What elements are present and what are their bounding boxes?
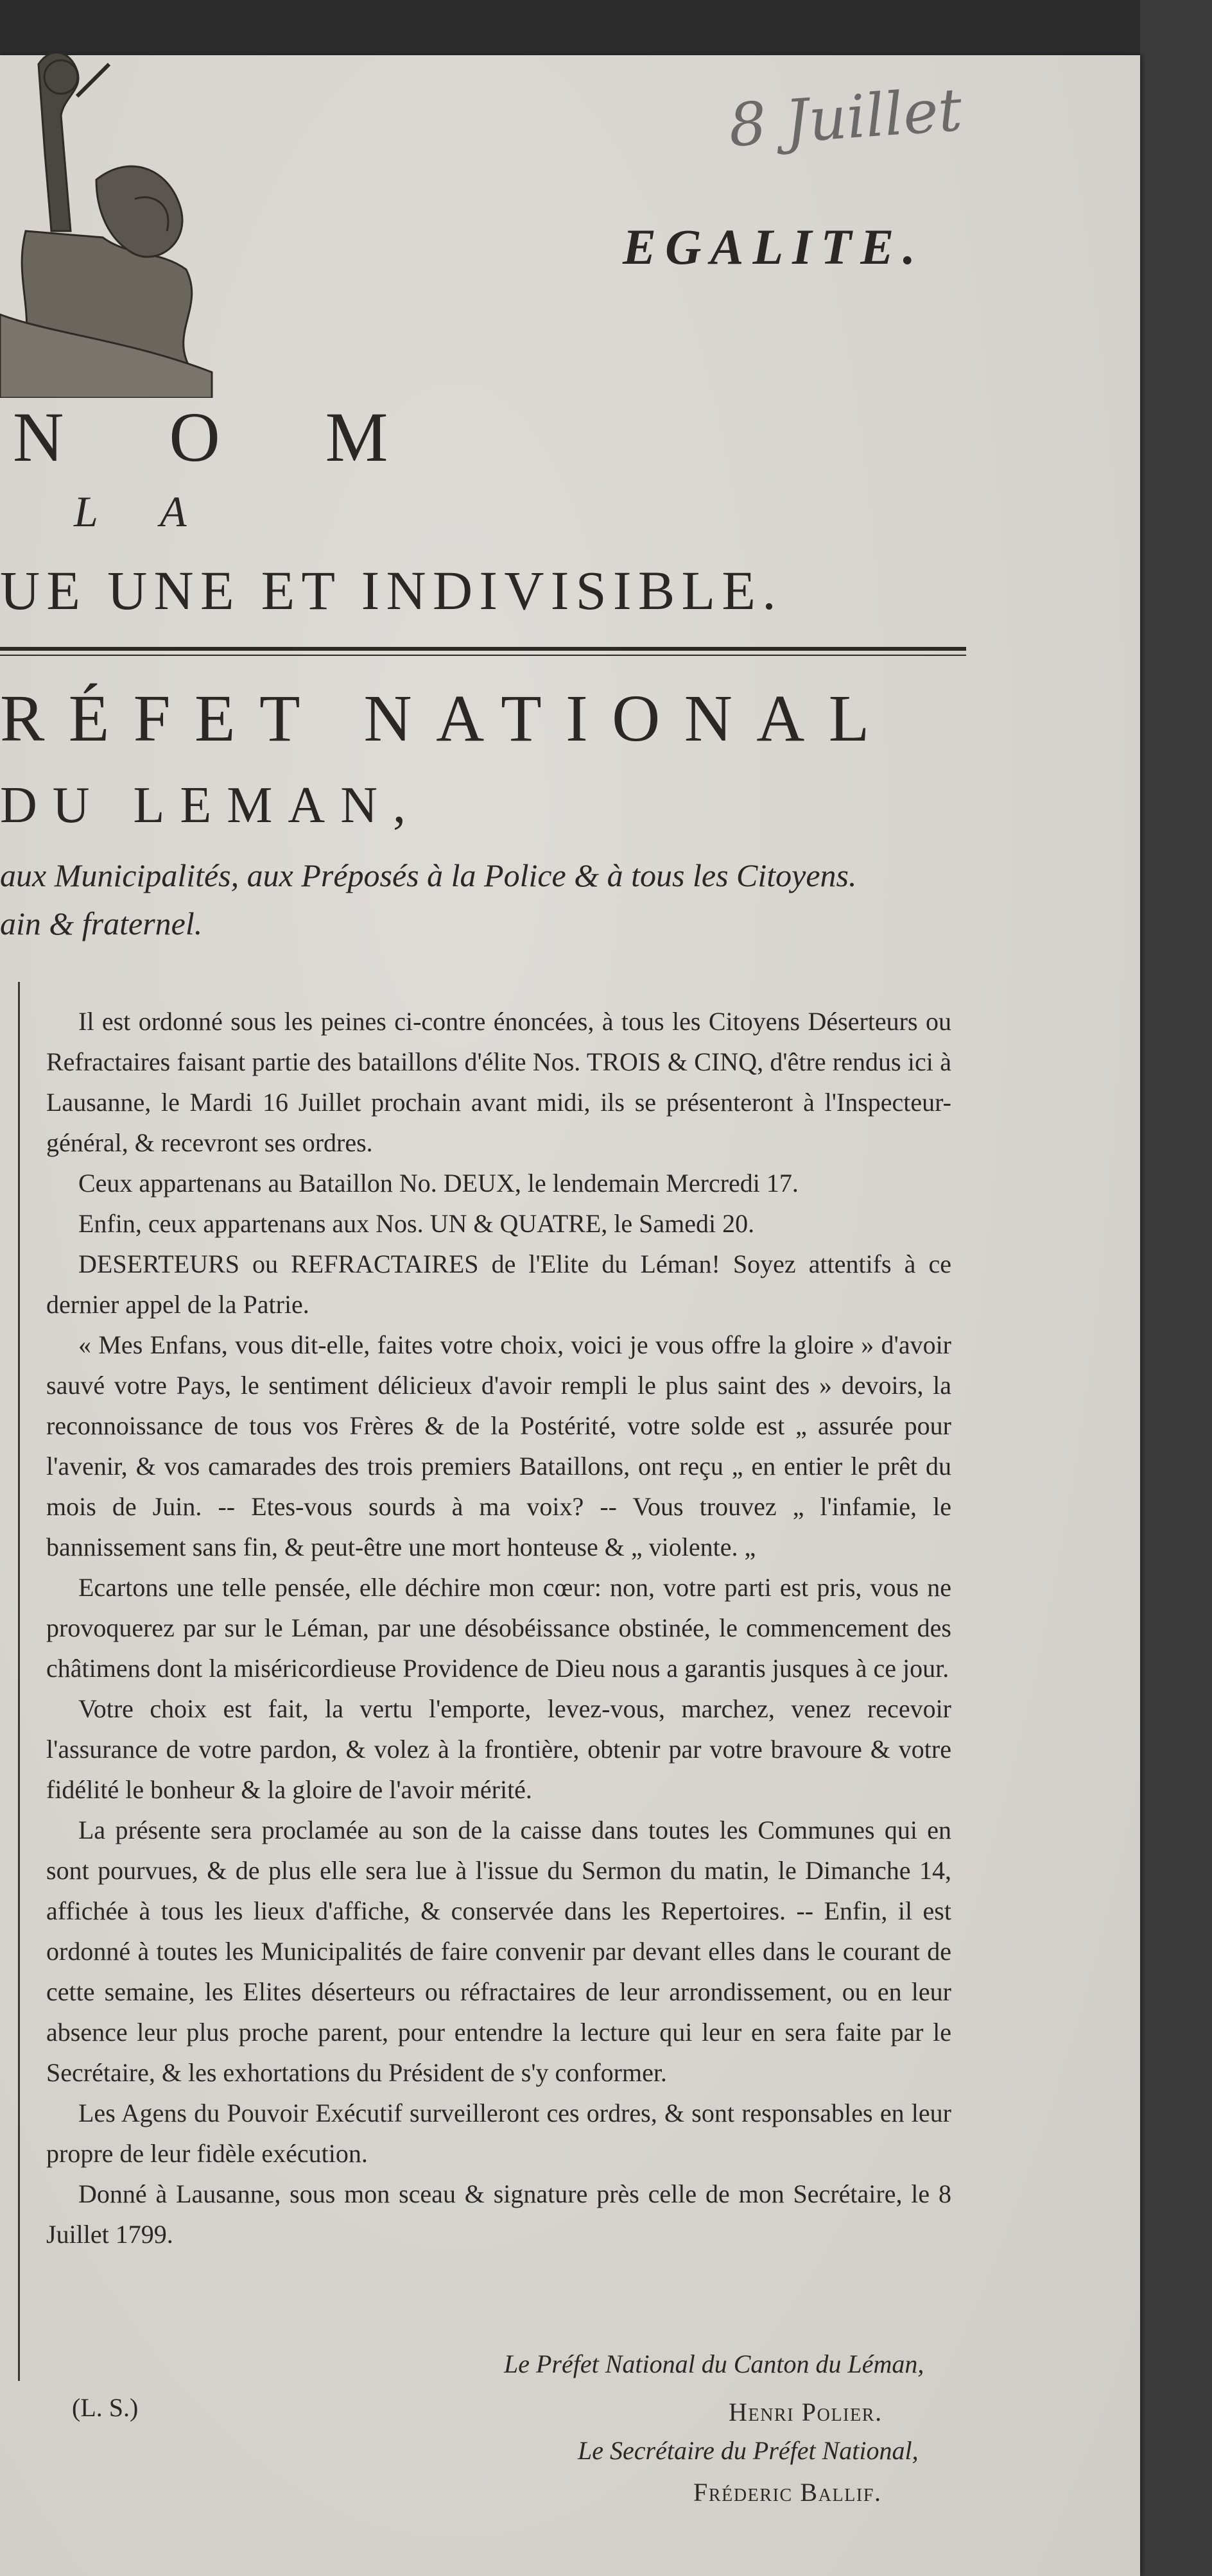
address-line-2: ain & fraternel.	[0, 906, 203, 941]
body-paragraph: La présente sera proclamée au son de la caisse dans toutes les Communes qui en sont pourvues, & de plus elle sera lue à l'issue du Sermon du matin, le Dimanche 14, affichée à tous les lieux d'affiche, & conservée dans les Repertoires. -- Enfin, il est ordonné à toutes les Municipalités de faire convenir par devant elles dans le courant de cette semaine, les Elites déserteurs ou réfractaires de leur arrondissement, ou en leur absence leur plus proche parent, pour entendre la lecture qui leur en sera faite par le Secrétaire, & les exhortations du Président de s'y conformer.	[46, 1816, 951, 2087]
body-paragraph: Les Agens du Pouvoir Exécutif surveilleront ces ordres, & sont responsables en leur propre de leur fidèle exécution.	[46, 2099, 951, 2168]
body-paragraph: Il est ordonné sous les peines ci-contre énoncées, à tous les Citoyens Déserteurs ou Refractaires faisant partie des bataillons d'élite Nos. TROIS & CINQ, d'être rendus ici à Lausanne, le Mardi 16 Juillet prochain avant midi, ils se présenteront à l'Inspecteur-général, & recevront ses ordres.	[46, 1007, 951, 1157]
title-prefet-national: RÉFET NATIONAL	[0, 682, 894, 755]
header-la: L A	[74, 487, 213, 536]
woodcut-figure-illustration	[0, 39, 231, 398]
signature-prefet-name: Henri Polier.	[729, 2398, 883, 2426]
title-du-leman: DU LEMAN,	[0, 777, 421, 834]
signature-secretary-title: Le Secrétaire du Préfet National,	[578, 2436, 919, 2465]
signature-secretary-name: Fréderic Ballif.	[693, 2478, 882, 2507]
margin-rule	[18, 982, 20, 2381]
body-paragraph: Enfin, ceux appartenans aux Nos. UN & QUATRE, le Samedi 20.	[78, 1209, 755, 1238]
body-paragraph: Votre choix est fait, la vertu l'emporte, levez-vous, marchez, venez recevoir l'assurance de votre pardon, & volez à la frontière, obtenir par votre bravoure & votre fidélité le bonheur & la gloire de l'avoir mérité.	[46, 1694, 951, 1804]
signature-prefet-title: Le Préfet National du Canton du Léman,	[504, 2349, 924, 2378]
header-republique: UE UNE ET INDIVISIBLE.	[0, 560, 783, 621]
seal-mark: (L. S.)	[72, 2393, 139, 2422]
header-rule-thin	[0, 655, 966, 656]
decree-body	[46, 1001, 951, 2254]
body-paragraph: Donné à Lausanne, sous mon sceau & signature près celle de mon Secrétaire, le 8 Juillet 1799.	[46, 2179, 951, 2249]
scan-right-edge	[1140, 0, 1212, 2576]
header-egalite: EGALITE.	[623, 219, 924, 275]
header-rule	[0, 647, 966, 651]
body-paragraph: Ceux appartenans au Bataillon No. DEUX, le lendemain Mercredi 17.	[78, 1169, 799, 1198]
handwritten-date-annotation: 8 Juillet	[726, 75, 964, 160]
body-paragraph: Ecartons une telle pensée, elle déchire mon cœur: non, votre parti est pris, vous ne provoquerez par sur le Léman, par une désobéissance obstinée, le commencement des châtimens dont la miséricordieuse Providence de Dieu nous a garantis jusques à ce jour.	[46, 1573, 951, 1683]
address-line-1: aux Municipalités, aux Préposés à la Police & à tous les Citoyens.	[0, 857, 857, 893]
header-nom: N O M	[13, 398, 432, 476]
body-paragraph-quote: « Mes Enfans, vous dit-elle, faites votre choix, voici je vous offre la gloire » d'avoir sauvé votre Pays, le sentiment délicieux d'avoir rempli le plus saint des » devoirs, la reconnoissance de tous vos Frères & de la Postérité, votre solde est „ assurée pour l'avenir, & vos camarades des trois premiers Bataillons, ont reçu „ en entier le prêt du mois de Juin. -- Etes-vous sourds à ma voix? -- Vous trouvez „ l'infamie, le bannissement sans fin, & peut-être une mort honteuse & „ violente. „	[46, 1330, 951, 1561]
body-paragraph: DESERTEURS ou REFRACTAIRES de l'Elite du Léman! Soyez attentifs à ce dernier appel de la Patrie.	[46, 1249, 951, 1319]
